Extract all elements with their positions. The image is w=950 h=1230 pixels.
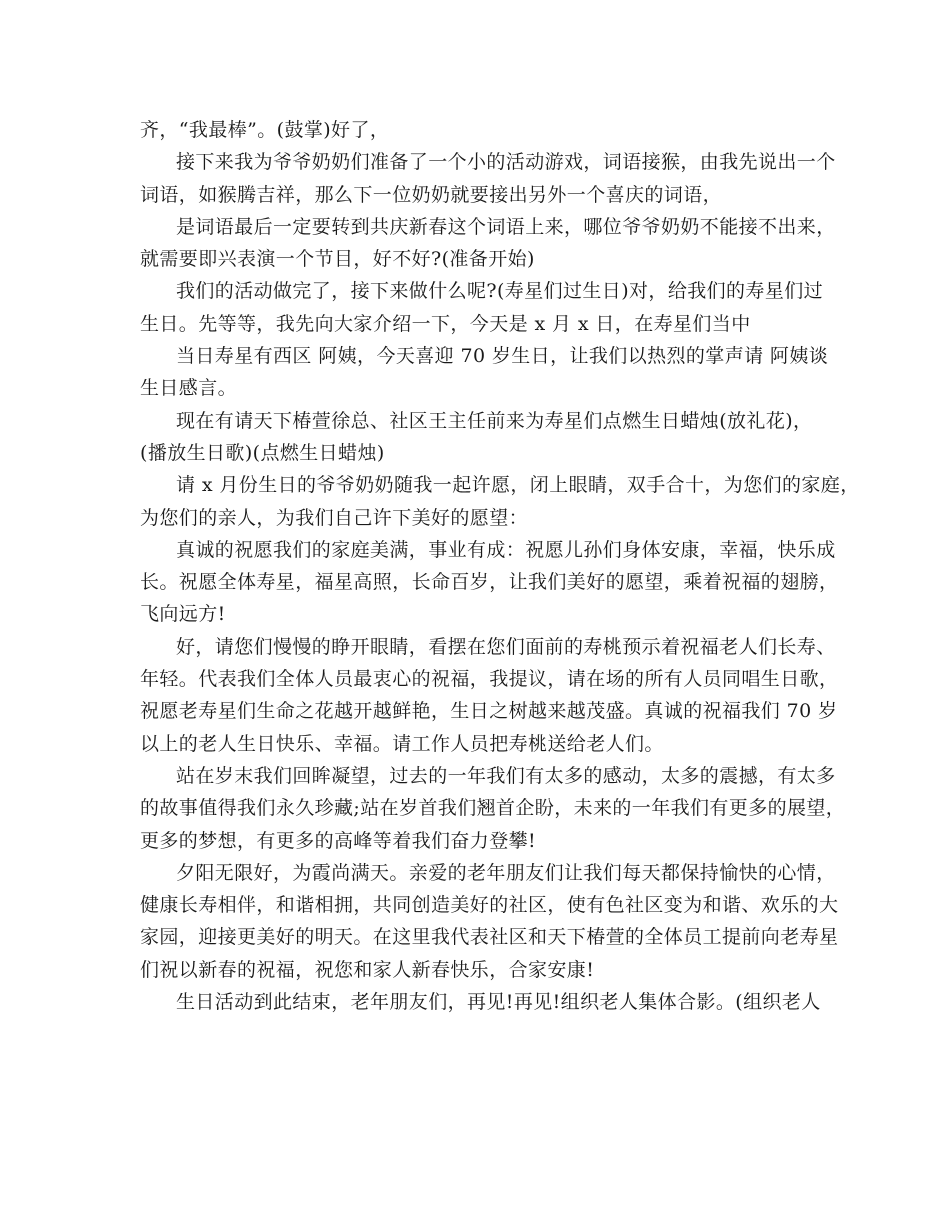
text-line: 生日感言。: [140, 377, 238, 400]
text-line: 齐，“我最棒”。(鼓掌)好了，: [140, 119, 390, 141]
text-line: 站在岁末我们回眸凝望，过去的一年我们有太多的感动，太多的震撼，有太多: [176, 764, 836, 787]
text-line: 好，请您们慢慢的睁开眼睛，看摆在您们面前的寿桃预示着祝福老人们长寿、: [176, 635, 836, 658]
text-line: 长。祝愿全体寿星，福星高照，长命百岁，让我们美好的愿望，乘着祝福的翅膀，: [140, 571, 839, 594]
text-line: 祝愿老寿星们生命之花越开越鲜艳，生日之树越来越茂盛。真诚的祝福我们 70 岁: [140, 700, 838, 723]
document-body: [140, 114, 860, 1018]
text-line: 年轻。代表我们全体人员最衷心的祝福，我提议，请在场的所有人员同唱生日歌，: [140, 668, 839, 691]
text-line: 健康长寿相伴，和谐相拥，共同创造美好的社区，使有色社区变为和谐、欢乐的大: [140, 894, 839, 917]
text-line: 的故事值得我们永久珍藏;站在岁首我们翘首企盼，未来的一年我们有更多的展望，: [140, 797, 846, 820]
text-line: 真诚的祝愿我们的家庭美满，事业有成：祝愿儿孙们身体安康，幸福，快乐成: [176, 538, 836, 561]
text-line: 们祝以新春的祝福，祝您和家人新春快乐，合家安康!: [140, 958, 595, 981]
text-line: (播放生日歌)(点燃生日蜡烛): [140, 441, 385, 464]
text-line: 请 x 月份生日的爷爷奶奶随我一起许愿，闭上眼睛，双手合十，为您们的家庭，: [176, 474, 860, 497]
text-line: 更多的梦想，有更多的高峰等着我们奋力登攀!: [140, 829, 537, 852]
text-line: 生日活动到此结束，老年朋友们，再见!再见!组织老人集体合影。(组织老人: [176, 991, 821, 1014]
text-line: 飞向远方!: [140, 603, 226, 626]
text-line: 接下来我为爷爷奶奶们准备了一个小的活动游戏，词语接猴，由我先说出一个: [176, 151, 836, 174]
text-line: 词语，如猴腾吉祥，那么下一位奶奶就要接出另外一个喜庆的词语，: [140, 183, 723, 206]
text-line: 生日。先等等，我先向大家介绍一下，今天是 x 月 x 日，在寿星们当中: [140, 312, 751, 335]
text-line: 为您们的亲人，为我们自己许下美好的愿望：: [140, 506, 529, 529]
text-line: 以上的老人生日快乐、幸福。请工作人员把寿桃送给老人们。: [140, 732, 664, 755]
text-line: 当日寿星有西区 阿姨，今天喜迎 70 岁生日，让我们以热烈的掌声请 阿姨谈: [176, 345, 829, 368]
text-line: 家园，迎接更美好的明天。在这里我代表社区和天下椿萱的全体员工提前向老寿星: [140, 926, 839, 949]
text-line: 是词语最后一定要转到共庆新春这个词语上来，哪位爷爷奶奶不能接不出来，: [176, 215, 836, 238]
text-line: 我们的活动做完了，接下来做什么呢?(寿星们过生日)对，给我们的寿星们过: [176, 280, 824, 303]
text-line: 就需要即兴表演一个节目，好不好?(准备开始): [140, 248, 535, 271]
text-line: 现在有请天下椿萱徐总、社区王主任前来为寿星们点燃生日蜡烛(放礼花)，: [176, 409, 813, 432]
text-line: 夕阳无限好，为霞尚满天。亲爱的老年朋友们让我们每天都保持愉快的心情，: [176, 861, 836, 884]
